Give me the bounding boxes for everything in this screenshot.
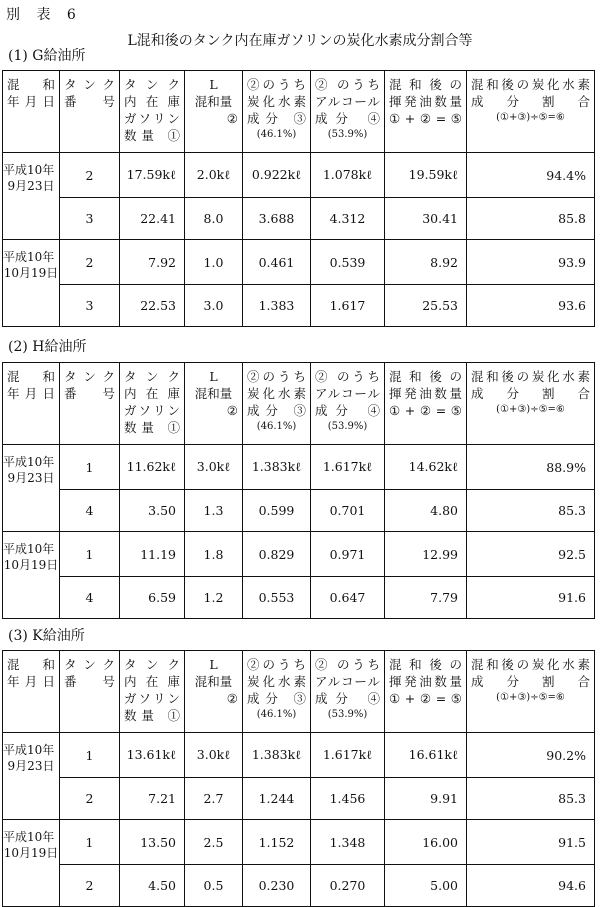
table-cell: 94.4% — [467, 153, 595, 198]
header-text: ② — [226, 110, 238, 126]
header-cell — [120, 71, 185, 153]
date-text: 9月23日 — [7, 178, 55, 193]
date-text: 平成10年 — [3, 455, 55, 469]
header-cell — [311, 651, 385, 733]
table-cell: 7.21 — [120, 778, 185, 820]
table-cell: 1 — [60, 733, 120, 778]
header-text: 数量 ① — [124, 707, 180, 723]
table-cell: 1.617kℓ — [311, 445, 385, 490]
table-header-row — [3, 363, 595, 445]
header-text: 混和後の — [389, 657, 462, 672]
date-text: 10月19日 — [3, 557, 59, 572]
header-text: (①+③)÷⑤=⑥ — [496, 111, 565, 123]
table-cell: 4.80 — [385, 490, 467, 532]
table-row — [3, 778, 595, 820]
table-cell: 1.348 — [311, 820, 385, 865]
header-cell — [60, 71, 120, 153]
header-text: 混和量 — [194, 673, 233, 689]
header-text: タンク — [64, 657, 115, 672]
table-cell: 14.62kℓ — [385, 445, 467, 490]
table-cell: 1.3 — [185, 490, 243, 532]
table-cell: 91.6 — [467, 577, 595, 619]
table-cell: 0.701 — [311, 490, 385, 532]
header-text: 内在庫 — [124, 385, 180, 401]
header-text: 成分 ④ — [315, 402, 380, 418]
table-cell: 0.922kℓ — [243, 153, 311, 198]
header-text: 揮発油数量 — [389, 385, 462, 401]
table-cell: 93.9 — [467, 240, 595, 285]
table-cell: 11.19 — [120, 532, 185, 577]
header-text: 炭化水素 — [247, 93, 306, 109]
table-cell: 3 — [60, 198, 120, 240]
table-cell: 19.59kℓ — [385, 153, 467, 198]
header-cell — [467, 71, 595, 153]
table-row — [3, 577, 595, 619]
date-text: 平成10年 — [3, 542, 55, 556]
header-text: 混和量 — [194, 93, 233, 109]
header-text: ②のうち — [247, 369, 306, 384]
header-text: ② — [226, 690, 238, 706]
table-cell: 13.61kℓ — [120, 733, 185, 778]
header-text: タンク — [124, 369, 180, 384]
table-cell: 4 — [60, 490, 120, 532]
header-text: 混和後の — [389, 369, 462, 384]
table-cell: 4.312 — [311, 198, 385, 240]
header-text: 成分 ③ — [247, 690, 306, 706]
header-cell — [311, 71, 385, 153]
table-cell: 1.078kℓ — [311, 153, 385, 198]
header-text: ガソリン — [124, 690, 180, 706]
header-text: L — [209, 369, 218, 384]
header-text: 炭化水素 — [247, 673, 306, 689]
table-cell: 4 — [60, 577, 120, 619]
header-text: 混 和 — [7, 369, 55, 384]
table-row — [3, 198, 595, 240]
table-row — [3, 490, 595, 532]
table-cell: 2 — [60, 865, 120, 907]
header-text: L — [209, 77, 218, 92]
header-cell — [120, 363, 185, 445]
table-cell: 5.00 — [385, 865, 467, 907]
table-cell: 85.3 — [467, 778, 595, 820]
table-row — [3, 445, 595, 490]
date-text: 10月19日 — [3, 265, 59, 280]
header-text: ①+②=⑤ — [389, 402, 462, 418]
header-text: ①+②=⑤ — [389, 110, 462, 126]
table-cell: 90.2% — [467, 733, 595, 778]
header-text: 番 号 — [64, 385, 115, 401]
header-text: ② — [226, 402, 238, 418]
header-text: (①+③)÷⑤=⑥ — [496, 691, 565, 703]
table-cell: 1.617 — [311, 285, 385, 327]
table-cell: 22.53 — [120, 285, 185, 327]
table-cell: 1.8 — [185, 532, 243, 577]
header-text: (53.9%) — [327, 708, 368, 720]
table-cell: 85.3 — [467, 490, 595, 532]
table-cell: 3 — [60, 285, 120, 327]
header-text: 混和後の炭化水素 — [471, 369, 590, 384]
header-text: 内在庫 — [124, 673, 180, 689]
header-cell — [385, 651, 467, 733]
header-text: 番 号 — [64, 673, 115, 689]
table-cell: 3.0 — [185, 285, 243, 327]
table-cell: 92.5 — [467, 532, 595, 577]
table-row — [3, 733, 595, 778]
section-label: (2) H給油所 — [8, 339, 87, 355]
header-text: ガソリン — [124, 110, 180, 126]
table-cell: 2.7 — [185, 778, 243, 820]
date-cell — [3, 820, 60, 907]
table-header-row — [3, 71, 595, 153]
table-cell: 0.647 — [311, 577, 385, 619]
table-cell: 1.383 — [243, 285, 311, 327]
table-cell: 2 — [60, 240, 120, 285]
table-cell: 1 — [60, 532, 120, 577]
table-row — [3, 820, 595, 865]
table-cell: 2.0kℓ — [185, 153, 243, 198]
header-text: 混和量 — [194, 385, 233, 401]
header-cell — [243, 71, 311, 153]
table-cell: 3.0kℓ — [185, 733, 243, 778]
header-text: ガソリン — [124, 402, 180, 418]
header-text: 混 和 — [7, 77, 55, 92]
header-text: 成 分 割 合 — [471, 385, 590, 401]
table-cell: 1 — [60, 820, 120, 865]
header-text: ② のうち — [315, 369, 380, 384]
table-cell: 9.91 — [385, 778, 467, 820]
table-cell: 25.53 — [385, 285, 467, 327]
header-text: (46.1%) — [256, 708, 297, 720]
table-cell: 1 — [60, 445, 120, 490]
date-text: 9月23日 — [7, 758, 55, 773]
date-text: 平成10年 — [3, 250, 55, 264]
header-text: (46.1%) — [256, 128, 297, 140]
table-cell: 2 — [60, 778, 120, 820]
header-text: ①+②=⑤ — [389, 690, 462, 706]
table-cell: 0.829 — [243, 532, 311, 577]
table-cell: 6.59 — [120, 577, 185, 619]
table-row — [3, 532, 595, 577]
header-text: 年 月 日 — [7, 93, 55, 109]
header-text: アルコール — [315, 673, 380, 689]
header-text: アルコール — [315, 385, 380, 401]
header-cell — [60, 363, 120, 445]
table-row — [3, 240, 595, 285]
table-cell: 12.99 — [385, 532, 467, 577]
table-cell: 85.8 — [467, 198, 595, 240]
date-cell — [3, 153, 60, 240]
table-row — [3, 865, 595, 907]
table-cell: 1.456 — [311, 778, 385, 820]
header-text: (46.1%) — [256, 420, 297, 432]
header-text: 混 和 — [7, 657, 55, 672]
header-text: タンク — [64, 369, 115, 384]
header-text: 成 分 割 合 — [471, 673, 590, 689]
table-cell: 3.50 — [120, 490, 185, 532]
section-label: (1) G給油所 — [8, 48, 86, 64]
table-cell: 8.92 — [385, 240, 467, 285]
header-cell — [185, 71, 243, 153]
header-text: 成分 ④ — [315, 110, 380, 126]
header-text: 混和後の炭化水素 — [471, 77, 590, 92]
header-text: 内在庫 — [124, 93, 180, 109]
header-text: 年 月 日 — [7, 673, 55, 689]
date-text: 10月19日 — [3, 845, 59, 860]
header-text: 成分 ④ — [315, 690, 380, 706]
table-cell: 0.539 — [311, 240, 385, 285]
table-cell: 17.59kℓ — [120, 153, 185, 198]
header-text: ② のうち — [315, 657, 380, 672]
date-text: 平成10年 — [3, 743, 55, 757]
table-cell: 0.270 — [311, 865, 385, 907]
table-cell: 4.50 — [120, 865, 185, 907]
header-text: 揮発油数量 — [389, 93, 462, 109]
table-cell: 1.383kℓ — [243, 445, 311, 490]
table-cell: 0.599 — [243, 490, 311, 532]
table-cell: 7.92 — [120, 240, 185, 285]
table-cell: 2.5 — [185, 820, 243, 865]
header-text: 成 分 割 合 — [471, 93, 590, 109]
table-header-row — [3, 651, 595, 733]
date-cell — [3, 532, 60, 619]
document-title: L混和後のタンク内在庫ガソリンの炭化水素成分割合等 — [127, 33, 473, 49]
header-text: 揮発油数量 — [389, 673, 462, 689]
table-cell: 1.244 — [243, 778, 311, 820]
header-text: タンク — [124, 657, 180, 672]
header-text: 混和後の炭化水素 — [471, 657, 590, 672]
header-cell — [243, 363, 311, 445]
table-cell: 1.0 — [185, 240, 243, 285]
date-text: 平成10年 — [3, 830, 55, 844]
header-text: 成分 ③ — [247, 402, 306, 418]
header-cell — [385, 71, 467, 153]
table-row — [3, 285, 595, 327]
table-cell: 1.383kℓ — [243, 733, 311, 778]
header-text: (①+③)÷⑤=⑥ — [496, 403, 565, 415]
data-table — [2, 70, 595, 327]
date-cell — [3, 445, 60, 532]
table-cell: 0.230 — [243, 865, 311, 907]
table-cell: 13.50 — [120, 820, 185, 865]
header-text: (53.9%) — [327, 420, 368, 432]
header-cell — [385, 363, 467, 445]
table-cell: 30.41 — [385, 198, 467, 240]
header-text: タンク — [64, 77, 115, 92]
date-text: 平成10年 — [3, 163, 55, 177]
header-text: 年 月 日 — [7, 385, 55, 401]
header-text: ②のうち — [247, 77, 306, 92]
header-text: L — [209, 657, 218, 672]
header-text: ② のうち — [315, 77, 380, 92]
header-cell — [467, 651, 595, 733]
header-text: 数量 ① — [124, 127, 180, 143]
table-row — [3, 153, 595, 198]
header-text: 番 号 — [64, 93, 115, 109]
table-cell: 0.461 — [243, 240, 311, 285]
header-cell — [120, 651, 185, 733]
header-text: 混和後の — [389, 77, 462, 92]
table-cell: 1.617kℓ — [311, 733, 385, 778]
table-cell: 0.5 — [185, 865, 243, 907]
header-cell — [185, 363, 243, 445]
table-cell: 93.6 — [467, 285, 595, 327]
table-cell: 16.00 — [385, 820, 467, 865]
section-label: (3) K給油所 — [8, 628, 85, 644]
header-text: 数量 ① — [124, 419, 180, 435]
table-cell: 11.62kℓ — [120, 445, 185, 490]
header-text: 炭化水素 — [247, 385, 306, 401]
header-text: 成分 ③ — [247, 110, 306, 126]
table-cell: 3.0kℓ — [185, 445, 243, 490]
date-cell — [3, 240, 60, 327]
header-cell — [3, 71, 60, 153]
table-cell: 91.5 — [467, 820, 595, 865]
document-label: 別 表 6 — [6, 7, 82, 23]
header-cell — [243, 651, 311, 733]
table-cell: 3.688 — [243, 198, 311, 240]
header-text: タンク — [124, 77, 180, 92]
table-cell: 1.152 — [243, 820, 311, 865]
date-cell — [3, 733, 60, 820]
table-cell: 22.41 — [120, 198, 185, 240]
header-cell — [311, 363, 385, 445]
table-cell: 8.0 — [185, 198, 243, 240]
data-table — [2, 362, 595, 619]
table-cell: 94.6 — [467, 865, 595, 907]
table-cell: 88.9% — [467, 445, 595, 490]
table-cell: 0.553 — [243, 577, 311, 619]
data-table — [2, 650, 595, 907]
date-text: 9月23日 — [7, 470, 55, 485]
header-cell — [467, 363, 595, 445]
table-cell: 0.971 — [311, 532, 385, 577]
header-text: (53.9%) — [327, 128, 368, 140]
header-cell — [3, 363, 60, 445]
header-text: ②のうち — [247, 657, 306, 672]
table-cell: 16.61kℓ — [385, 733, 467, 778]
header-cell — [3, 651, 60, 733]
table-cell: 2 — [60, 153, 120, 198]
header-text: アルコール — [315, 93, 380, 109]
header-cell — [185, 651, 243, 733]
header-cell — [60, 651, 120, 733]
table-cell: 7.79 — [385, 577, 467, 619]
table-cell: 1.2 — [185, 577, 243, 619]
